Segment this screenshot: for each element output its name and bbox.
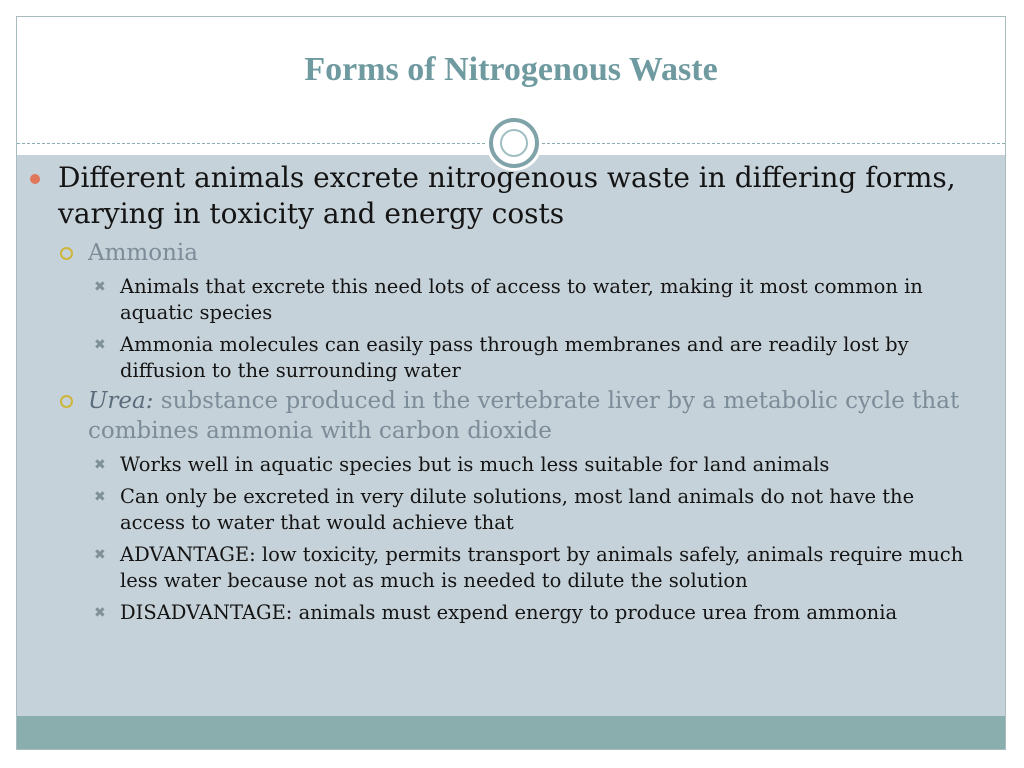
detail-text: Can only be excreted in very dilute solutions, most land animals do not have the access to water that would achieve that <box>120 485 915 534</box>
detail-item <box>30 332 970 384</box>
round-bullet-icon <box>30 174 40 184</box>
x-bullet-icon: ✖ <box>94 489 106 505</box>
detail-item <box>30 484 970 536</box>
sub-bullet-description: substance produced in the vertebrate liver by a metabolic cycle that combines ammonia with carbon dioxide <box>88 388 960 444</box>
detail-item <box>30 274 970 326</box>
footer-band <box>17 716 1005 750</box>
bullet-main <box>30 160 970 232</box>
detail-item <box>30 600 970 626</box>
ring-bullet-icon <box>60 395 73 408</box>
x-bullet-icon: ✖ <box>94 605 106 621</box>
sub-bullet-ammonia <box>30 238 970 268</box>
x-bullet-icon: ✖ <box>94 279 106 295</box>
sub-bullet-urea <box>30 386 970 446</box>
detail-text: ADVANTAGE: low toxicity, permits transport by animals safely, animals require much less water because not as much is needed to dilute the solution <box>120 543 964 592</box>
sub-bullet-term: Urea: <box>88 388 154 414</box>
x-bullet-icon: ✖ <box>94 337 106 353</box>
bullet-list <box>30 160 970 626</box>
detail-item <box>30 452 970 478</box>
x-bullet-icon: ✖ <box>94 457 106 473</box>
detail-text: Works well in aquatic species but is much less suitable for land animals <box>120 453 830 476</box>
slide-title: Forms of Nitrogenous Waste <box>304 51 718 88</box>
detail-text: Ammonia molecules can easily pass through membranes and are readily lost by diffusion to the surrounding water <box>120 333 909 382</box>
detail-text: Animals that excrete this need lots of access to water, making it most common in aquatic species <box>120 275 923 324</box>
detail-text: DISADVANTAGE: animals must expend energy to produce urea from ammonia <box>120 601 898 624</box>
circle-ornament-inner <box>500 129 528 157</box>
sub-bullet-term: Ammonia <box>88 240 198 266</box>
ring-bullet-icon <box>60 247 73 260</box>
detail-item <box>30 542 970 594</box>
bullet-main-text: Different animals excrete nitrogenous waste in differing forms, varying in toxicity and energy costs <box>58 161 956 230</box>
x-bullet-icon: ✖ <box>94 547 106 563</box>
